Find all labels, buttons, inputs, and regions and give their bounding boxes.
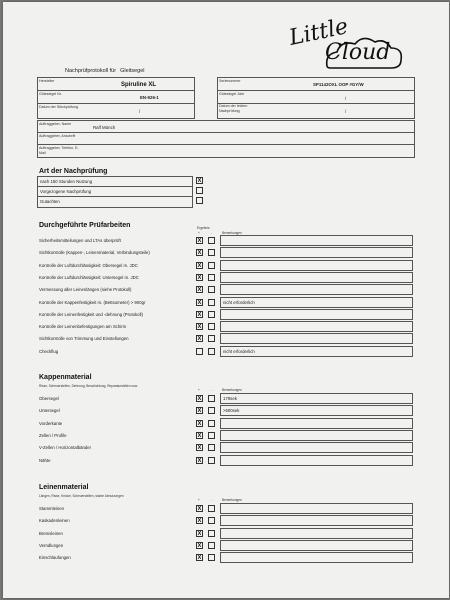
section-leinen-subheading: Längen, Risse, Knicke, Scheuerstellen, starke Abnutzungen bbox=[39, 494, 124, 498]
section-leinen-heading: Leinenmaterial bbox=[39, 484, 89, 491]
kappe-note-field[interactable] bbox=[220, 430, 413, 441]
field-label-seal-year: Gütesiegel Jahr bbox=[219, 92, 245, 96]
field-seal-year-value: / bbox=[345, 96, 347, 101]
leinen-item-label: Kaskadenleinen bbox=[39, 518, 70, 524]
logo-word-1: Little bbox=[287, 14, 351, 51]
pruef-plus-checkbox[interactable]: X bbox=[197, 238, 202, 244]
pruef-note-field[interactable] bbox=[220, 333, 413, 344]
pruef-item-label: Checkflug bbox=[39, 348, 59, 354]
pruef-minus-checkbox[interactable] bbox=[208, 335, 215, 342]
art-item: nach 150 Stunden Nutzung bbox=[40, 179, 93, 184]
kappe-minus-checkbox[interactable] bbox=[208, 420, 215, 427]
field-label-last-check: Datum der letzten Nachprüfung bbox=[219, 104, 248, 113]
kappe-note-field[interactable] bbox=[220, 418, 413, 429]
pruef-note-field[interactable] bbox=[220, 321, 413, 332]
leinen-minus-checkbox[interactable] bbox=[208, 517, 215, 524]
pruef-minus-checkbox[interactable] bbox=[208, 274, 215, 281]
kappe-minus-checkbox[interactable] bbox=[208, 432, 215, 439]
pruef-item-label: Vermessung aller Leinenlängen (siehe Protokoll) bbox=[39, 287, 132, 293]
leinen-note-field[interactable] bbox=[220, 552, 413, 563]
kappe-col-notes: Bemerkungen bbox=[222, 388, 242, 392]
section-art-heading: Art der Nachprüfung bbox=[39, 168, 108, 175]
leinen-item-label: Verndlungen bbox=[39, 542, 64, 548]
kappe-plus-checkbox[interactable]: X bbox=[197, 457, 202, 464]
pruef-plus-checkbox[interactable]: X bbox=[197, 274, 202, 281]
pruef-col-minus: - bbox=[211, 231, 213, 235]
pruef-item-label: Kontrolle der Luftdurchlässigkeit: Obersegel m. JDC bbox=[39, 262, 138, 268]
pruef-item-label: Sicherheitsmitteilungen und LTAs überprüft bbox=[39, 238, 121, 243]
pruef-plus-checkbox[interactable]: X bbox=[197, 287, 202, 294]
header-left-box bbox=[37, 77, 195, 119]
kappe-item-label: Nähte bbox=[39, 457, 51, 463]
kappe-col-plus: + bbox=[198, 388, 200, 392]
kappe-note-field[interactable] bbox=[220, 393, 413, 404]
pruef-note-field[interactable] bbox=[220, 297, 413, 308]
field-check-date-value: / bbox=[139, 109, 141, 114]
logo-word-2: Cloud bbox=[325, 40, 391, 65]
kappe-item-label: Vorderkante bbox=[39, 420, 63, 426]
pruef-plus-checkbox[interactable]: X bbox=[197, 324, 202, 331]
pruef-col-notes: Bemerkungen bbox=[222, 231, 242, 235]
leinen-minus-checkbox[interactable] bbox=[208, 554, 215, 561]
pruef-minus-checkbox[interactable] bbox=[208, 262, 215, 269]
contact-name-label: Auftraggeber, Name bbox=[39, 122, 72, 126]
kappe-item-label: V-Zellen / Horizontalbänder bbox=[39, 445, 92, 451]
kappe-note-text: 179sek bbox=[223, 396, 237, 401]
field-last-check-value: / bbox=[345, 109, 347, 114]
leinen-col-plus: + bbox=[198, 498, 200, 502]
kappe-plus-checkbox[interactable]: X bbox=[197, 432, 202, 439]
pruef-minus-checkbox[interactable] bbox=[208, 249, 215, 256]
kappe-note-field[interactable] bbox=[220, 442, 413, 453]
contact-name-value: Ralf Münch bbox=[93, 125, 116, 130]
document-page bbox=[3, 2, 449, 598]
kappe-plus-checkbox[interactable]: X bbox=[197, 408, 202, 415]
pruef-note-field[interactable] bbox=[220, 235, 413, 246]
leinen-minus-checkbox[interactable] bbox=[208, 542, 215, 549]
pruef-minus-checkbox[interactable] bbox=[208, 299, 215, 306]
art-checkbox[interactable] bbox=[196, 197, 203, 204]
field-model-value: Spiruline XL bbox=[121, 82, 157, 88]
kappe-minus-checkbox[interactable] bbox=[208, 407, 215, 414]
leinen-col-notes: Bemerkungen bbox=[222, 498, 242, 502]
field-label-manufacturer: Hersteller bbox=[39, 79, 55, 83]
pruef-minus-checkbox[interactable] bbox=[208, 237, 215, 244]
field-label-check-date: Datum der Stückprüfung bbox=[39, 105, 78, 109]
pruef-note-field[interactable] bbox=[220, 272, 413, 283]
pruef-item-label: Sichtkontrolle von Trimmung und Einstellungen bbox=[39, 336, 129, 342]
kappe-item-label: Zellen / Profile bbox=[39, 432, 67, 438]
leinen-item-label: Stammleinen bbox=[39, 506, 65, 511]
pruef-item-label: Kontrolle der Leinenbefestigungen am Schirm bbox=[39, 324, 127, 330]
leinen-note-field[interactable] bbox=[220, 540, 413, 551]
pruef-note-field[interactable] bbox=[220, 309, 413, 320]
leinen-item-label: Einschlaufungen bbox=[39, 555, 71, 561]
pruef-col-plus: + bbox=[198, 231, 200, 235]
pruef-note-field[interactable] bbox=[220, 247, 413, 258]
kappe-item-label: Untersegel bbox=[39, 408, 60, 414]
leinen-note-field[interactable] bbox=[220, 515, 413, 526]
pruef-item-label: Kontrolle der Luftdurchlässigkeit: Untersegel m. JDC bbox=[39, 274, 139, 280]
pruef-plus-checkbox[interactable]: X bbox=[197, 250, 202, 257]
pruef-note-field[interactable] bbox=[220, 284, 413, 295]
leinen-item-label: Bremsleinen bbox=[39, 530, 63, 536]
art-checkbox[interactable] bbox=[196, 187, 203, 194]
kappe-minus-checkbox[interactable] bbox=[208, 457, 215, 464]
kappe-note-field[interactable] bbox=[220, 455, 413, 466]
leinen-note-field[interactable] bbox=[220, 503, 413, 514]
leinen-plus-checkbox[interactable]: X bbox=[197, 506, 202, 512]
field-label-seal-no: Gütesiegel Nr. bbox=[39, 92, 62, 96]
pruef-note-field[interactable] bbox=[220, 260, 413, 271]
pruef-plus-checkbox[interactable] bbox=[196, 348, 203, 355]
leinen-note-field[interactable] bbox=[220, 528, 413, 539]
pruef-minus-checkbox[interactable] bbox=[208, 323, 215, 330]
field-label-serial: Serienummer bbox=[219, 79, 241, 83]
pruef-note-text: nicht erforderlich bbox=[223, 348, 255, 354]
leinen-minus-checkbox[interactable] bbox=[208, 505, 215, 512]
pruef-item-label: Kontrolle der Leinenfestigkeit und -dehnung (Protokoll) bbox=[39, 311, 143, 317]
leinen-plus-checkbox[interactable]: X bbox=[197, 530, 202, 537]
pruef-item-label: Sichtkontrolle (Kappen-, Leinenmaterial, Verbindungsteile) bbox=[39, 250, 150, 256]
kappe-minus-checkbox[interactable] bbox=[208, 444, 215, 451]
kappe-note-field[interactable] bbox=[220, 405, 413, 416]
pruef-plus-checkbox[interactable]: X bbox=[197, 299, 202, 306]
art-item: Gutachten bbox=[40, 199, 60, 204]
section-pruef-heading: Durchgeführte Prüfarbeiten bbox=[39, 222, 131, 229]
contact-address-label: Auftraggeber, Anschrift bbox=[39, 134, 76, 138]
pruef-minus-checkbox[interactable] bbox=[208, 348, 215, 355]
kappe-col-minus: - bbox=[211, 388, 213, 392]
art-item: Vorgezogene Nachprüfung bbox=[40, 189, 92, 194]
kappe-note-text: >500sek bbox=[223, 408, 240, 414]
pruef-minus-checkbox[interactable] bbox=[208, 286, 215, 293]
kappe-plus-checkbox[interactable]: X bbox=[197, 445, 202, 452]
pruef-minus-checkbox[interactable] bbox=[208, 311, 215, 318]
leinen-col-minus: - bbox=[211, 498, 213, 502]
field-seal-no-value: EN-926-1 bbox=[140, 95, 159, 100]
leinen-plus-checkbox[interactable]: X bbox=[197, 542, 202, 549]
pruef-note-field[interactable] bbox=[220, 346, 413, 357]
kappe-plus-checkbox[interactable]: X bbox=[197, 420, 202, 427]
kappe-minus-checkbox[interactable] bbox=[208, 395, 215, 402]
brand-logo bbox=[287, 14, 417, 74]
kappe-item-label: Obersegel bbox=[39, 396, 59, 401]
pruef-plus-checkbox[interactable]: X bbox=[197, 311, 202, 318]
pruef-col-result: Ergebnis bbox=[197, 226, 210, 230]
section-kappe-heading: Kappenmaterial bbox=[39, 374, 92, 381]
kappe-plus-checkbox[interactable]: X bbox=[197, 396, 202, 402]
pruef-plus-checkbox[interactable]: X bbox=[197, 336, 202, 343]
leinen-plus-checkbox[interactable]: X bbox=[197, 555, 202, 562]
section-kappe-subheading: Risse, Scheuerstellen, Dehnung, Beschichtung, Reparaturstellen usw. bbox=[39, 384, 138, 388]
pruef-plus-checkbox[interactable]: X bbox=[197, 262, 202, 269]
leinen-minus-checkbox[interactable] bbox=[208, 530, 215, 537]
contact-phone-label: Auftraggeber, Telefon, E-Mail bbox=[39, 146, 79, 155]
page-title: Nachprüfprotokoll für Gleitsegel bbox=[65, 68, 145, 74]
pruef-item-label: Kontrolle der Kappenfestigkeit m. (Bettsometer) > 900gr bbox=[39, 299, 146, 305]
art-checkbox[interactable]: X bbox=[197, 178, 202, 184]
pruef-note-text: nicht erforderlich bbox=[223, 299, 255, 305]
leinen-plus-checkbox[interactable]: X bbox=[197, 518, 202, 525]
field-serial-value: SP1142OXL OOP #GY/W bbox=[313, 82, 364, 87]
